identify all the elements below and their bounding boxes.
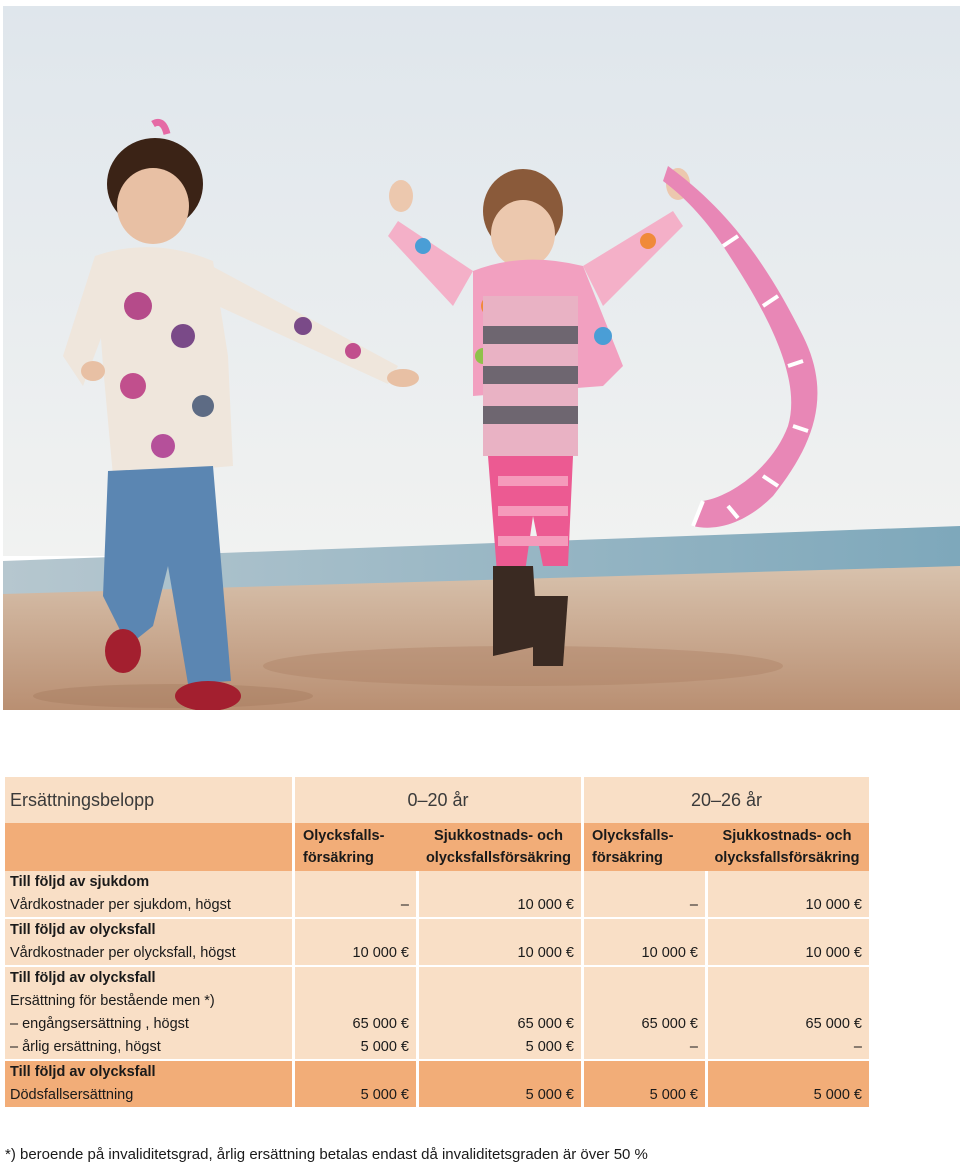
- table-title: Ersättningsbelopp: [10, 789, 155, 810]
- column-header-4-line1: Sjukkostnads- och: [722, 828, 852, 844]
- row-label: Vårdkostnader per sjukdom, högst: [10, 897, 231, 913]
- table-row: [5, 1084, 869, 1107]
- cell-value: 10 000 €: [292, 942, 416, 965]
- column-header-3-line2: försäkring: [592, 850, 663, 866]
- column-header-1: [292, 823, 416, 871]
- column-header-4: [705, 823, 869, 871]
- photo-illustration: [3, 6, 960, 710]
- row-label: Dödsfallsersättning: [10, 1087, 134, 1103]
- column-header-4-line2: olycksfallsförsäkring: [714, 850, 860, 866]
- table-row: [5, 1036, 869, 1059]
- row-label: – årlig ersättning, högst: [10, 1039, 161, 1055]
- footnote: *) beroende på invaliditetsgrad, årlig ersättning betalas endast då invaliditetsgraden är över 50 %: [5, 1146, 648, 1163]
- age-group-0-20: 0–20 år: [292, 777, 581, 823]
- section-heading: Till följd av olycksfall: [5, 917, 292, 942]
- column-header-3-line1: Olycksfalls-: [592, 828, 674, 844]
- column-header-2: [416, 823, 581, 871]
- table-row: [5, 990, 869, 1013]
- cell-value: 10 000 €: [705, 894, 869, 917]
- section-heading: Till följd av olycksfall: [5, 965, 292, 990]
- cell-value: 10 000 €: [416, 894, 581, 917]
- column-header-1-line1: Olycksfalls-: [303, 828, 385, 844]
- table-row: [5, 917, 869, 942]
- cell-value: 5 000 €: [292, 1084, 416, 1107]
- column-header-2-line2: olycksfallsförsäkring: [425, 850, 572, 866]
- children-on-beach-photo: [3, 6, 960, 710]
- cell-value: –: [292, 894, 416, 917]
- table-row: [5, 1013, 869, 1036]
- column-header-1-line2: försäkring: [303, 850, 374, 866]
- table-row: [5, 871, 869, 894]
- cell-value: 10 000 €: [705, 942, 869, 965]
- cell-value: 5 000 €: [292, 1036, 416, 1059]
- section-heading: Till följd av sjukdom: [10, 874, 150, 890]
- cell-value: –: [581, 894, 705, 917]
- cell-value: 5 000 €: [705, 1084, 869, 1107]
- cell-value: 10 000 €: [581, 942, 705, 965]
- row-label: Vårdkostnader per olycksfall, högst: [10, 945, 236, 961]
- table-row: [5, 965, 869, 990]
- cell-value: 65 000 €: [705, 1013, 869, 1036]
- cell-value: –: [705, 1036, 869, 1059]
- column-header-2-line1: Sjukkostnads- och: [434, 828, 563, 844]
- table-row: [5, 1059, 869, 1084]
- cell-value: 5 000 €: [416, 1036, 581, 1059]
- age-group-20-26: 20–26 år: [581, 777, 869, 823]
- cell-value: –: [581, 1036, 705, 1059]
- row-label: – engångsersättning , högst: [10, 1016, 189, 1032]
- table-row: [5, 942, 869, 965]
- cell-value: 10 000 €: [416, 942, 581, 965]
- cell-value: 5 000 €: [416, 1084, 581, 1107]
- column-header-blank: [5, 823, 292, 871]
- section-heading: Till följd av olycksfall: [5, 1059, 292, 1084]
- column-header-row: [5, 823, 869, 871]
- column-header-3: [581, 823, 705, 871]
- section-subheading: Ersättning för bestående men *): [10, 993, 215, 1009]
- cell-value: 5 000 €: [581, 1084, 705, 1107]
- compensation-amounts-table: [5, 777, 869, 1107]
- table-row: [5, 894, 869, 917]
- compensation-table: [5, 777, 869, 1107]
- cell-value: 65 000 €: [581, 1013, 705, 1036]
- cell-value: 65 000 €: [416, 1013, 581, 1036]
- table-title-row: [5, 777, 869, 823]
- cell-value: 65 000 €: [292, 1013, 416, 1036]
